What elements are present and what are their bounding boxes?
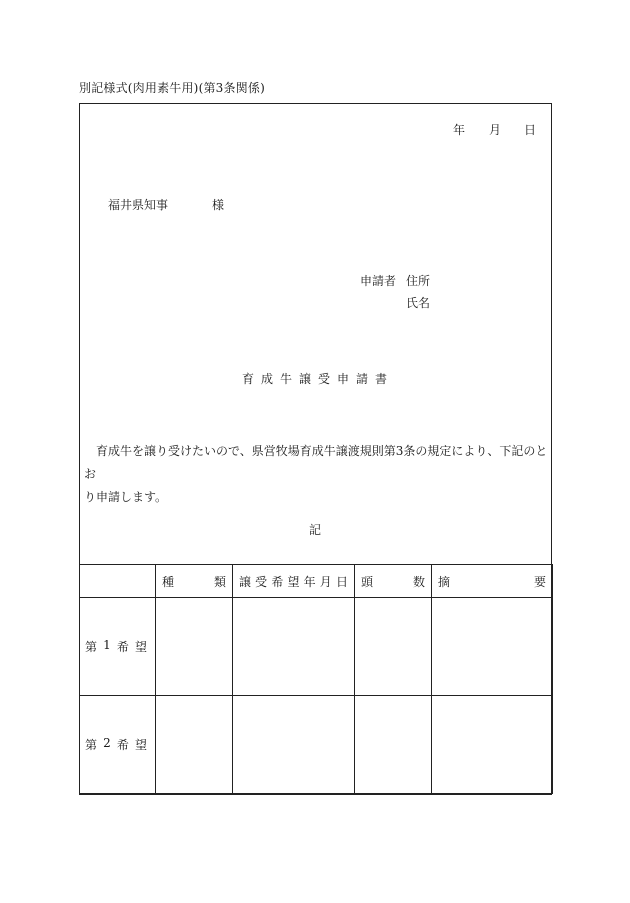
- applicant-label: 申請者: [360, 274, 397, 288]
- date-month-label: 月: [489, 123, 502, 137]
- name-label: 氏名: [406, 296, 431, 310]
- body-line-1: 育成牛を譲り受けたいので、県営牧場育成牛譲渡規則第3条の規定により、下記のとお: [84, 444, 548, 481]
- header-head-count: 頭 数: [355, 565, 432, 598]
- date-day-label: 日: [524, 123, 537, 137]
- body-text: [84, 440, 549, 509]
- form-label: 別記様式(肉用素牛用)(第3条関係): [79, 81, 265, 95]
- remarks-cell[interactable]: [432, 598, 553, 696]
- type-cell[interactable]: [156, 696, 233, 794]
- header-type: 種 類: [156, 565, 233, 598]
- head-count-cell[interactable]: [355, 598, 432, 696]
- header-desired-date: 譲 受 希 望 年 月 日: [233, 565, 355, 598]
- row-label-first-choice: 第 1 希 望: [80, 598, 156, 696]
- address-label: 住所: [406, 274, 431, 288]
- addressee: 福井県知事: [108, 198, 169, 212]
- head-count-cell[interactable]: [355, 696, 432, 794]
- header-blank-cell: [80, 565, 156, 598]
- type-cell[interactable]: [156, 598, 233, 696]
- request-table: [79, 564, 553, 794]
- document-title: 育成牛譲受申請書: [241, 372, 394, 386]
- desired-date-cell[interactable]: [233, 598, 355, 696]
- remarks-cell[interactable]: [432, 696, 553, 794]
- body-line-2: り申請します。: [84, 490, 168, 504]
- desired-date-cell[interactable]: [233, 696, 355, 794]
- header-remarks: 摘 要: [432, 565, 553, 598]
- table-row: [80, 696, 553, 794]
- row-label-second-choice: 第 2 希 望: [80, 696, 156, 794]
- date-year-label: 年: [453, 123, 466, 137]
- honorific: 様: [212, 198, 225, 212]
- ki-heading: 記: [308, 523, 321, 537]
- table-header-row: [80, 565, 553, 598]
- table-row: [80, 598, 553, 696]
